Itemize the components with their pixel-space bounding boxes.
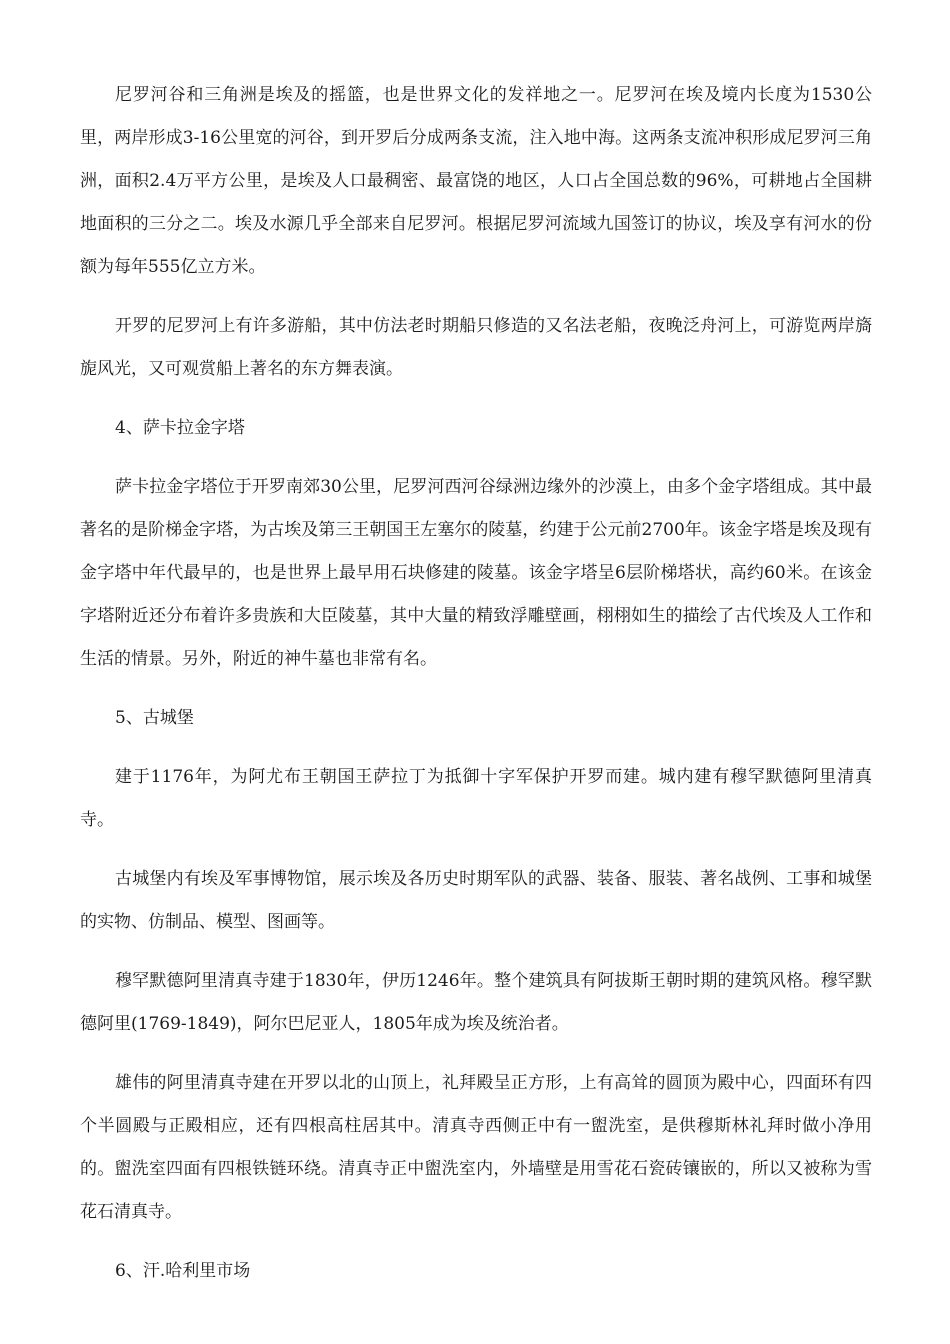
paragraph-mosque-history: 穆罕默德阿里清真寺建于1830年，伊历1246年。整个建筑具有阿拔斯王朝时期的建筑风格。穆罕默德阿里(1769-1849)，阿尔巴尼亚人，1805年成为埃及统治者。 xyxy=(80,971,872,1034)
paragraph-nile-delta: 尼罗河谷和三角洲是埃及的摇篮，也是世界文化的发祥地之一。尼罗河在埃及境内长度为1530公里，两岸形成3-16公里宽的河谷，到开罗后分成两条支流，注入地中海。这两条支流冲积形成尼罗河三角洲，面积2.4万平方公里，是埃及人口最稠密、最富饶的地区，人口占全国总数的96%，可耕地占全国耕地面积的三分之二。埃及水源几乎全部来自尼罗河。根据尼罗河流域九国签订的协议，埃及享有河水的份额为每年555亿立方米。 xyxy=(80,85,872,277)
section-heading-saqqara: 4、萨卡拉金字塔 xyxy=(115,418,245,438)
paragraph-military-museum: 古城堡内有埃及军事博物馆，展示埃及各历史时期军队的武器、装备、服装、著名战例、工事和城堡的实物、仿制品、模型、图画等。 xyxy=(80,869,872,932)
section-heading-citadel: 5、古城堡 xyxy=(115,708,194,728)
section-heading-khan-khalili: 6、汗.哈利里市场 xyxy=(115,1261,251,1281)
paragraph-cairo-cruise: 开罗的尼罗河上有许多游船，其中仿法老时期船只修造的又名法老船，夜晚泛舟河上，可游览两岸旖旎风光，又可观赏船上著名的东方舞表演。 xyxy=(80,316,872,379)
paragraph-mosque-architecture: 雄伟的阿里清真寺建在开罗以北的山顶上，礼拜殿呈正方形，上有高耸的圆顶为殿中心，四面环有四个半圆殿与正殿相应，还有四根高柱居其中。清真寺西侧正中有一盥洗室，是供穆斯林礼拜时做小净用的。盥洗室四面有四根铁链环绕。清真寺正中盥洗室内，外墙壁是用雪花石瓷砖镶嵌的，所以又被称为雪花石清真寺。 xyxy=(80,1073,872,1222)
document-body xyxy=(80,74,872,1309)
paragraph-citadel-history: 建于1176年，为阿尤布王朝国王萨拉丁为抵御十字军保护开罗而建。城内建有穆罕默德阿里清真寺。 xyxy=(80,767,872,830)
paragraph-saqqara-pyramid: 萨卡拉金字塔位于开罗南郊30公里，尼罗河西河谷绿洲边缘外的沙漠上，由多个金字塔组成。其中最著名的是阶梯金字塔，为古埃及第三王朝国王左塞尔的陵墓，约建于公元前2700年。该金字塔是埃及现有金字塔中年代最早的，也是世界上最早用石块修建的陵墓。该金字塔呈6层阶梯塔状，高约60米。在该金字塔附近还分布着许多贵族和大臣陵墓，其中大量的精致浮雕壁画，栩栩如生的描绘了古代埃及人工作和生活的情景。另外，附近的神牛墓也非常有名。 xyxy=(80,477,872,669)
